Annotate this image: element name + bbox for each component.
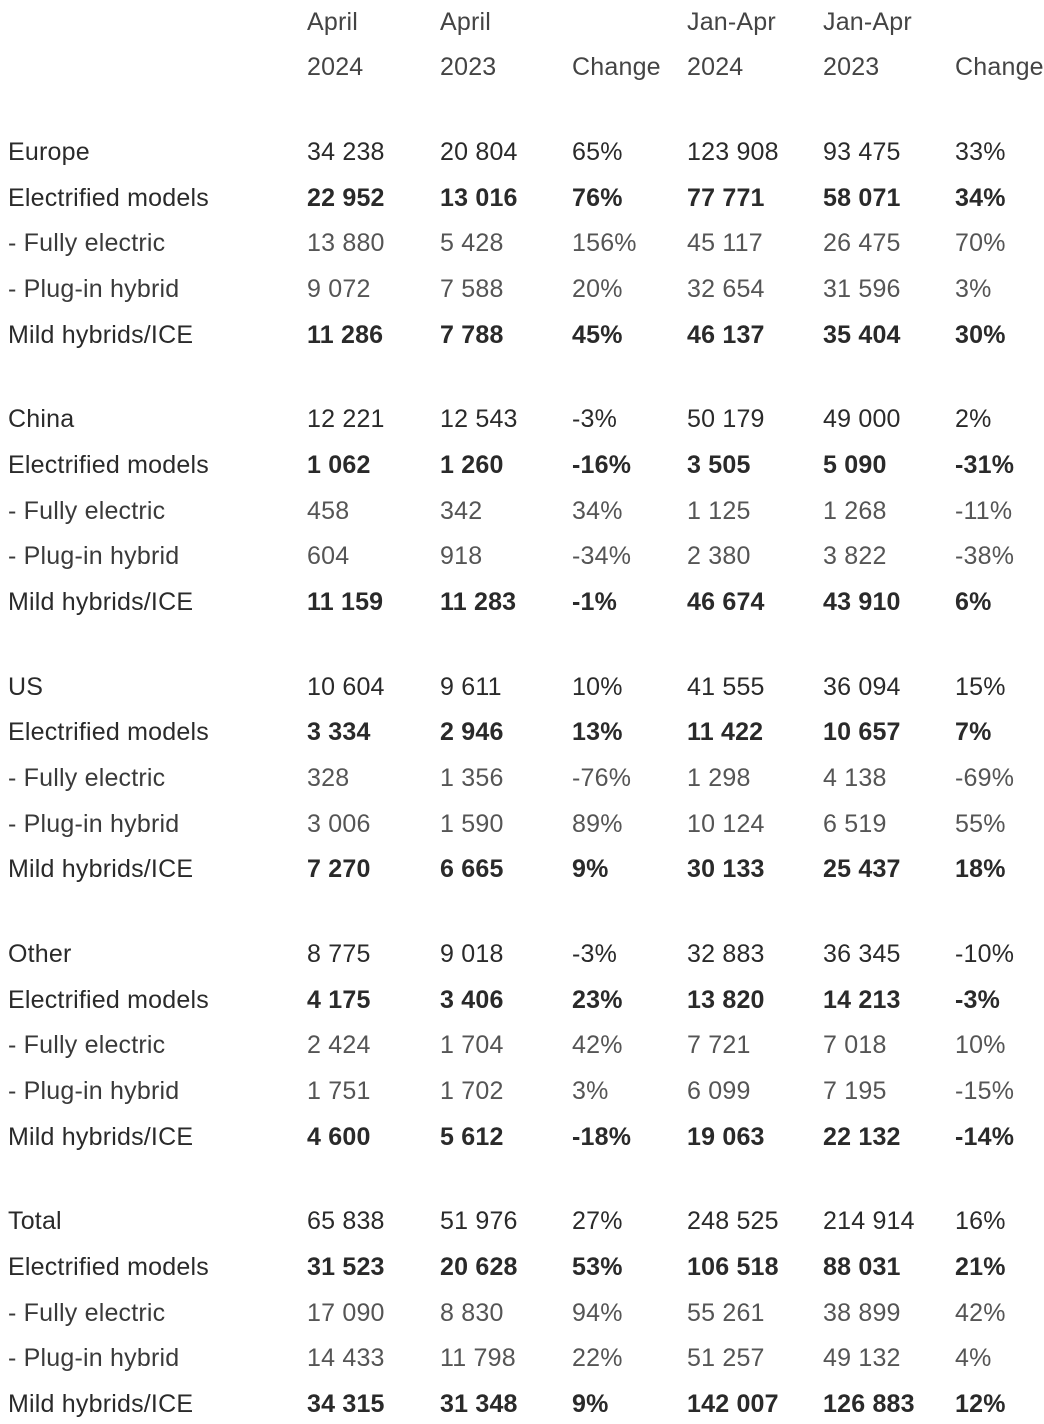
row-label: Europe <box>8 138 90 166</box>
value-cell: 126 883 <box>823 1390 915 1418</box>
value-cell: -3% <box>955 985 1001 1014</box>
header-cell: 2023 <box>440 53 497 81</box>
value-cell: -10% <box>955 939 1015 968</box>
value-cell: 25 437 <box>823 855 901 884</box>
value-cell: 33% <box>955 138 1006 166</box>
value-cell: 7 721 <box>687 1031 751 1060</box>
region-total-row <box>0 934 1024 974</box>
category-row <box>0 178 1024 218</box>
subcategory-row <box>0 536 1024 576</box>
value-cell: 65% <box>572 138 623 166</box>
value-cell: 11 159 <box>307 588 384 617</box>
value-cell: 4 175 <box>307 985 371 1014</box>
value-cell: 156% <box>572 229 637 258</box>
value-cell: -3% <box>572 405 618 434</box>
header-row-2 <box>0 47 1044 87</box>
value-cell: 10 604 <box>307 672 385 701</box>
value-cell: 8 775 <box>307 939 371 968</box>
row-label: - Plug-in hybrid <box>8 542 180 571</box>
value-cell: 34 238 <box>307 138 385 166</box>
value-cell: 10 657 <box>823 718 901 747</box>
value-cell: 14 213 <box>823 985 901 1014</box>
value-cell: 4% <box>955 1344 992 1373</box>
value-cell: 2% <box>955 405 992 434</box>
value-cell: 3 406 <box>440 985 504 1014</box>
value-cell: 5 612 <box>440 1122 504 1151</box>
value-cell: 918 <box>440 542 483 571</box>
row-label: Electrified models <box>8 183 209 212</box>
value-cell: 1 260 <box>440 451 504 479</box>
value-cell: 12 543 <box>440 405 518 434</box>
value-cell: 214 914 <box>823 1207 915 1236</box>
value-cell: 11 422 <box>687 718 764 747</box>
row-label: - Plug-in hybrid <box>8 1344 180 1373</box>
value-cell: 88 031 <box>823 1252 901 1281</box>
value-cell: 458 <box>307 496 350 525</box>
row-label: Mild hybrids/ICE <box>8 1390 194 1418</box>
value-cell: 12% <box>955 1390 1006 1418</box>
value-cell: 42% <box>955 1298 1006 1327</box>
value-cell: 65 838 <box>307 1207 385 1236</box>
value-cell: 4 600 <box>307 1122 371 1151</box>
value-cell: 9 611 <box>440 672 502 701</box>
value-cell: 36 094 <box>823 672 901 701</box>
value-cell: 20% <box>572 275 623 304</box>
value-cell: 1 702 <box>440 1077 504 1105</box>
region-total-row <box>0 132 1024 172</box>
value-cell: 6% <box>955 588 992 617</box>
region-total-row <box>0 399 1024 439</box>
region-total-row <box>0 667 1024 707</box>
value-cell: 11 283 <box>440 588 517 617</box>
subcategory-row <box>0 804 1024 844</box>
value-cell: 9 018 <box>440 939 504 968</box>
value-cell: 30% <box>955 320 1006 349</box>
subcategory-row <box>0 269 1024 309</box>
value-cell: 45% <box>572 320 623 349</box>
value-cell: 50 179 <box>687 405 765 434</box>
header-cell: Jan-Apr <box>823 8 912 36</box>
value-cell: 604 <box>307 542 350 571</box>
value-cell: 1 590 <box>440 809 504 838</box>
value-cell: 7 018 <box>823 1031 887 1060</box>
value-cell: 93 475 <box>823 138 901 166</box>
value-cell: 3 006 <box>307 809 371 838</box>
category-row <box>0 445 1024 485</box>
value-cell: 51 257 <box>687 1344 765 1373</box>
value-cell: 7 588 <box>440 275 504 304</box>
header-cell: 2024 <box>687 53 744 81</box>
value-cell: 123 908 <box>687 138 779 166</box>
header-cell: Change <box>955 53 1044 81</box>
subcategory-row <box>0 1293 1024 1333</box>
value-cell: 31 596 <box>823 275 901 304</box>
value-cell: 10% <box>572 672 623 701</box>
value-cell: -76% <box>572 764 632 792</box>
header-cell: 2024 <box>307 53 364 81</box>
value-cell: 46 137 <box>687 320 765 349</box>
row-label: Electrified models <box>8 718 209 747</box>
value-cell: -1% <box>572 588 618 617</box>
region-total-row <box>0 1201 1024 1241</box>
category-row <box>0 980 1024 1020</box>
value-cell: 32 654 <box>687 275 765 304</box>
subcategory-row <box>0 223 1024 263</box>
value-cell: 22% <box>572 1344 623 1373</box>
subcategory-row <box>0 491 1024 531</box>
value-cell: 35 404 <box>823 320 901 349</box>
value-cell: 5 090 <box>823 451 887 479</box>
value-cell: 2 380 <box>687 542 751 571</box>
value-cell: 32 883 <box>687 939 765 968</box>
value-cell: 38 899 <box>823 1298 901 1327</box>
row-label: Electrified models <box>8 1252 209 1281</box>
value-cell: 19 063 <box>687 1122 765 1151</box>
subcategory-row <box>0 1025 1024 1065</box>
value-cell: 31 523 <box>307 1252 385 1281</box>
row-label: - Plug-in hybrid <box>8 275 180 304</box>
value-cell: 34 315 <box>307 1390 385 1418</box>
subcategory-row <box>0 1071 1024 1111</box>
value-cell: 328 <box>307 764 350 792</box>
value-cell: 13 820 <box>687 985 765 1014</box>
subcategory-row <box>0 758 1024 798</box>
value-cell: 2 946 <box>440 718 504 747</box>
value-cell: 342 <box>440 496 483 525</box>
value-cell: 106 518 <box>687 1252 779 1281</box>
row-label: Mild hybrids/ICE <box>8 320 194 349</box>
row-label: Electrified models <box>8 451 209 479</box>
value-cell: 42% <box>572 1031 623 1060</box>
value-cell: 9 072 <box>307 275 371 304</box>
header-cell: 2023 <box>823 53 880 81</box>
row-label: - Plug-in hybrid <box>8 1077 180 1105</box>
row-label: Total <box>8 1207 62 1236</box>
value-cell: 2 424 <box>307 1031 371 1060</box>
value-cell: 1 062 <box>307 451 371 479</box>
value-cell: 41 555 <box>687 672 765 701</box>
value-cell: 18% <box>955 855 1006 884</box>
value-cell: -3% <box>572 939 618 968</box>
value-cell: -69% <box>955 764 1015 792</box>
value-cell: 1 268 <box>823 496 887 525</box>
category-row <box>0 849 1024 889</box>
category-row <box>0 582 1024 622</box>
category-row <box>0 315 1024 355</box>
value-cell: 9% <box>572 1390 609 1418</box>
value-cell: 13 880 <box>307 229 385 258</box>
value-cell: 1 704 <box>440 1031 504 1060</box>
value-cell: 3 505 <box>687 451 751 479</box>
value-cell: 7 195 <box>823 1077 887 1105</box>
category-row <box>0 712 1024 752</box>
value-cell: 11 798 <box>440 1344 516 1373</box>
row-label: China <box>8 405 75 434</box>
value-cell: 3 822 <box>823 542 887 571</box>
value-cell: 13 016 <box>440 183 518 212</box>
value-cell: 22 952 <box>307 183 385 212</box>
value-cell: 8 830 <box>440 1298 504 1327</box>
row-label: Mild hybrids/ICE <box>8 1122 194 1151</box>
value-cell: 46 674 <box>687 588 765 617</box>
value-cell: 1 298 <box>687 764 751 792</box>
category-row <box>0 1117 1024 1157</box>
value-cell: 26 475 <box>823 229 901 258</box>
value-cell: 51 976 <box>440 1207 518 1236</box>
value-cell: 43 910 <box>823 588 901 617</box>
row-label: - Fully electric <box>8 1298 166 1327</box>
value-cell: -34% <box>572 542 632 571</box>
row-label: Mild hybrids/ICE <box>8 855 194 884</box>
value-cell: 34% <box>955 183 1006 212</box>
header-cell: April <box>307 8 359 36</box>
value-cell: 3 334 <box>307 718 371 747</box>
value-cell: 6 099 <box>687 1077 751 1105</box>
row-label: - Fully electric <box>8 764 166 792</box>
value-cell: 142 007 <box>687 1390 779 1418</box>
value-cell: 94% <box>572 1298 623 1327</box>
value-cell: 14 433 <box>307 1344 385 1373</box>
value-cell: -38% <box>955 542 1015 571</box>
category-row <box>0 1247 1024 1287</box>
value-cell: 6 665 <box>440 855 504 884</box>
value-cell: 49 000 <box>823 405 901 434</box>
value-cell: 20 804 <box>440 138 518 166</box>
value-cell: 1 356 <box>440 764 504 792</box>
subcategory-row <box>0 1338 1024 1378</box>
value-cell: 5 428 <box>440 229 504 258</box>
value-cell: 36 345 <box>823 939 901 968</box>
value-cell: 15% <box>955 672 1006 701</box>
header-cell: Change <box>572 53 661 81</box>
value-cell: 21% <box>955 1252 1006 1281</box>
category-row <box>0 1384 1024 1424</box>
value-cell: 23% <box>572 985 623 1014</box>
value-cell: -31% <box>955 451 1015 479</box>
value-cell: 58 071 <box>823 183 901 212</box>
header-cell: Jan-Apr <box>687 8 776 36</box>
value-cell: 22 132 <box>823 1122 901 1151</box>
row-label: US <box>8 672 44 701</box>
value-cell: 10% <box>955 1031 1006 1060</box>
value-cell: -16% <box>572 451 632 479</box>
value-cell: 20 628 <box>440 1252 518 1281</box>
value-cell: 49 132 <box>823 1344 901 1373</box>
value-cell: 248 525 <box>687 1207 779 1236</box>
row-label: Other <box>8 939 72 968</box>
value-cell: 7 788 <box>440 320 504 349</box>
value-cell: 11 286 <box>307 320 384 349</box>
value-cell: 45 117 <box>687 229 763 258</box>
value-cell: 27% <box>572 1207 623 1236</box>
value-cell: 1 751 <box>307 1077 371 1105</box>
value-cell: 55 261 <box>687 1298 765 1327</box>
row-label: Electrified models <box>8 985 209 1014</box>
value-cell: -18% <box>572 1122 632 1151</box>
value-cell: 10 124 <box>687 809 765 838</box>
value-cell: 17 090 <box>307 1298 385 1327</box>
value-cell: 34% <box>572 496 623 525</box>
value-cell: -14% <box>955 1122 1015 1151</box>
value-cell: 55% <box>955 809 1006 838</box>
value-cell: 12 221 <box>307 405 385 434</box>
value-cell: -11% <box>955 496 1013 525</box>
value-cell: 7 270 <box>307 855 371 884</box>
value-cell: 9% <box>572 855 609 884</box>
value-cell: 89% <box>572 809 623 838</box>
row-label: - Plug-in hybrid <box>8 809 180 838</box>
header-row-1 <box>0 2 1024 42</box>
value-cell: 76% <box>572 183 623 212</box>
row-label: - Fully electric <box>8 1031 166 1060</box>
value-cell: 30 133 <box>687 855 765 884</box>
value-cell: 4 138 <box>823 764 887 792</box>
value-cell: 1 125 <box>687 496 751 525</box>
row-label: - Fully electric <box>8 229 166 258</box>
value-cell: 3% <box>955 275 992 304</box>
value-cell: 16% <box>955 1207 1006 1236</box>
value-cell: 13% <box>572 718 623 747</box>
value-cell: 31 348 <box>440 1390 518 1418</box>
value-cell: 3% <box>572 1077 609 1105</box>
row-label: - Fully electric <box>8 496 166 525</box>
value-cell: 53% <box>572 1252 623 1281</box>
value-cell: 70% <box>955 229 1006 258</box>
value-cell: -15% <box>955 1077 1015 1105</box>
value-cell: 6 519 <box>823 809 887 838</box>
value-cell: 7% <box>955 718 992 747</box>
header-cell: April <box>440 8 492 36</box>
value-cell: 77 771 <box>687 183 765 212</box>
row-label: Mild hybrids/ICE <box>8 588 194 617</box>
